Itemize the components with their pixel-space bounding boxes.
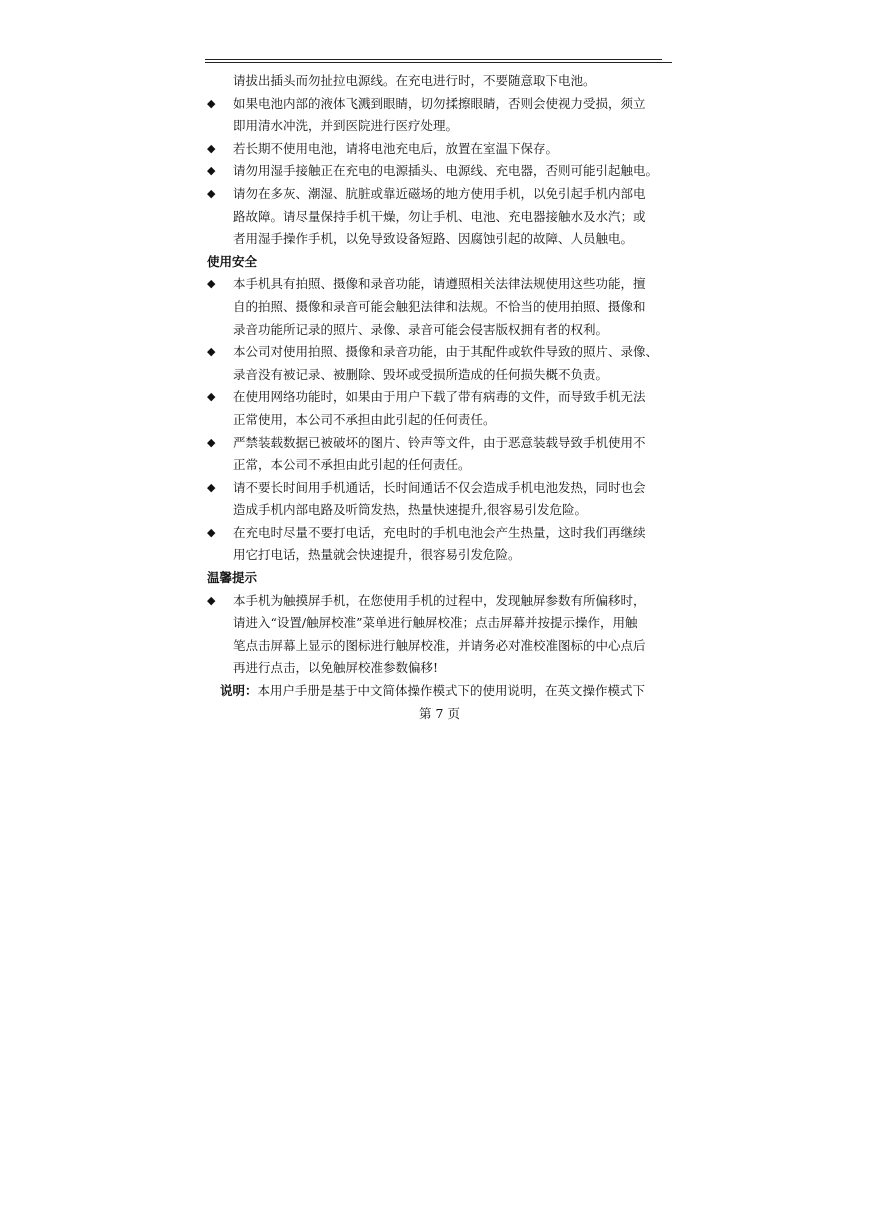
header-rule-thin xyxy=(205,59,662,60)
diamond-bullet-icon: ◆ xyxy=(207,593,216,607)
section-heading-tips: 温馨提示 xyxy=(207,570,258,586)
item-line: 笔点击屏幕上显示的图标进行触屏校准，并请务必对准校准图标的中心点后 xyxy=(233,637,646,653)
item-line: 请不要长时间用手机通话，长时间通话不仅会造成手机电池发热，同时也会 xyxy=(233,479,646,495)
item-line: 请勿在多灰、潮湿、肮脏或靠近磁场的地方使用手机，以免引起手机内部电 xyxy=(233,185,646,201)
diamond-bullet-icon: ◆ xyxy=(207,186,216,200)
item-line: 正常使用，本公司不承担由此引起的任何责任。 xyxy=(233,411,496,427)
item-line: 造成手机内部电路及听筒发热，热量快速提升,很容易引发危险。 xyxy=(233,502,587,518)
list-item xyxy=(207,183,672,251)
item-line: 录音没有被记录、被删除、毁坏或受损所造成的任何损失概不负责。 xyxy=(233,366,609,382)
diamond-bullet-icon: ◆ xyxy=(207,164,216,178)
note xyxy=(207,680,672,703)
note-label: 说明： xyxy=(220,683,258,699)
item-line: 者用湿手操作手机，以免导致设备短路、因腐蚀引起的故障、人员触电。 xyxy=(233,231,634,247)
item-line: 录音功能所记录的照片、录像、录音可能会侵害版权拥有者的权利。 xyxy=(233,321,609,337)
item-line: 路故障。请尽量保持手机干燥，勿让手机、电池、充电器接触水及水汽；或 xyxy=(233,208,646,224)
list-item xyxy=(207,273,672,341)
note-text: 本用户手册是基于中文简体操作模式下的使用说明，在英文操作模式下 xyxy=(257,683,646,699)
item-line: 用它打电话，热量就会快速提升，很容易引发危险。 xyxy=(233,547,521,563)
list-item xyxy=(207,386,672,431)
page-number: 第 7 页 xyxy=(419,705,460,721)
list-item xyxy=(207,432,672,477)
tips-items xyxy=(207,590,672,680)
list-item xyxy=(207,341,672,386)
diamond-bullet-icon: ◆ xyxy=(207,480,216,494)
list-item xyxy=(207,93,672,138)
item-line: 在使用网络功能时，如果由于用户下载了带有病毒的文件，而导致手机无法 xyxy=(233,389,646,405)
list-item xyxy=(207,138,672,161)
section-heading-usage-safety: 使用安全 xyxy=(207,253,258,269)
item-line: 自的拍照、摄像和录音可能会触犯法律和法规。不恰当的使用拍照、摄像和 xyxy=(233,298,646,314)
diamond-bullet-icon: ◆ xyxy=(207,390,216,404)
list-item xyxy=(207,160,672,183)
list-item xyxy=(207,477,672,522)
item-line: 如果电池内部的液体飞溅到眼睛，切勿揉擦眼睛，否则会使视力受损，须立 xyxy=(233,95,646,111)
item-line: 再进行点击，以免触屏校准参数偏移! xyxy=(233,660,439,676)
list-item xyxy=(207,522,672,567)
item-line: 请勿用湿手接触正在充电的电源插头、电源线、充电器，否则可能引起触电。 xyxy=(233,163,659,179)
usage-safety-items xyxy=(207,273,672,567)
diamond-bullet-icon: ◆ xyxy=(207,525,216,539)
diamond-bullet-icon: ◆ xyxy=(207,277,216,291)
item-line: 本手机为触摸屏手机，在您使用手机的过程中，发现触屏参数有所偏移时， xyxy=(233,592,646,608)
diamond-bullet-icon: ◆ xyxy=(207,96,216,110)
item-line: 严禁装载数据已被破坏的图片、铃声等文件，由于恶意装载导致手机使用不 xyxy=(233,434,646,450)
list-item xyxy=(207,590,672,680)
item-line: 正常，本公司不承担由此引起的任何责任。 xyxy=(233,457,471,473)
item-line: 本手机具有拍照、摄像和录音功能，请遵照相关法律法规使用这些功能，擅 xyxy=(233,276,646,292)
item-line: 若长期不使用电池，请将电池充电后，放置在室温下保存。 xyxy=(233,140,559,156)
header-rule-thick xyxy=(205,62,672,63)
battery-items xyxy=(207,93,672,251)
item-line: 本公司对使用拍照、摄像和录音功能，由于其配件或软件导致的照片、录像、 xyxy=(233,344,659,360)
item-line: 在充电时尽量不要打电话，充电时的手机电池会产生热量，这时我们再继续 xyxy=(233,524,646,540)
item-line: 请进入“设置/触屏校准”菜单进行触屏校准；点击屏幕并按提示操作，用触 xyxy=(233,615,638,631)
item-line: 即用清水冲洗，并到医院进行医疗处理。 xyxy=(233,118,459,134)
diamond-bullet-icon: ◆ xyxy=(207,345,216,359)
manual-page xyxy=(207,70,672,725)
diamond-bullet-icon: ◆ xyxy=(207,435,216,449)
continued-line: 请拔出插头而勿扯拉电源线。在充电进行时，不要随意取下电池。 xyxy=(233,73,596,88)
diamond-bullet-icon: ◆ xyxy=(207,141,216,155)
